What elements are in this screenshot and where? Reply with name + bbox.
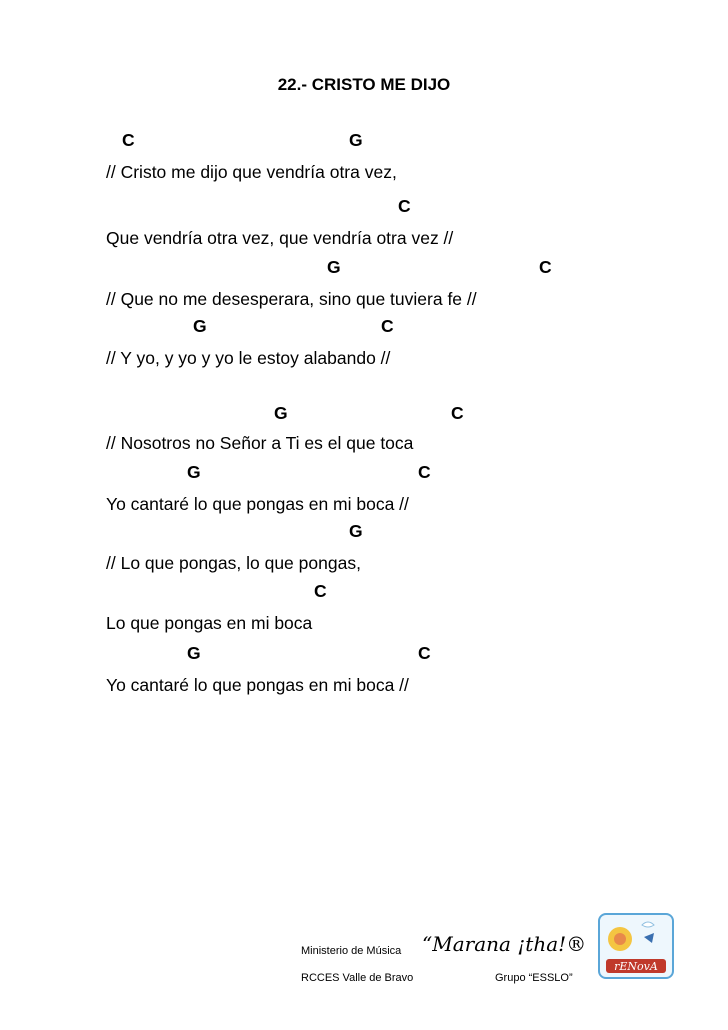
footer-group: Grupo “ESSLO”: [495, 972, 573, 984]
lyric-line: Lo que pongas en mi boca: [106, 613, 313, 633]
lyric-line: Yo cantaré lo que pongas en mi boca //: [106, 494, 409, 514]
lyric-line: // Y yo, y yo y yo le estoy alabando //: [106, 348, 391, 368]
chord: C: [381, 316, 394, 336]
chord: G: [187, 462, 201, 482]
lyric-line: Que vendría otra vez, que vendría otra vez //: [106, 228, 454, 248]
chord: C: [122, 130, 135, 150]
lyric-line: // Lo que pongas, lo que pongas,: [106, 553, 361, 573]
lyric-line: // Nosotros no Señor a Ti es el que toca: [106, 433, 414, 453]
chord: C: [539, 257, 552, 277]
lyric-line: Yo cantaré lo que pongas en mi boca //: [106, 675, 409, 695]
footer-brand: “Marana ¡tha!®: [422, 932, 587, 956]
chord: C: [418, 643, 431, 663]
svg-text:rENovA: rENovA: [614, 960, 658, 973]
chord: G: [193, 316, 207, 336]
lyric-line: // Que no me desesperara, sino que tuviera fe //: [106, 289, 477, 309]
chord: G: [349, 130, 363, 150]
lyric-line: // Cristo me dijo que vendría otra vez,: [106, 162, 397, 182]
chord: G: [349, 521, 363, 541]
chord: C: [418, 462, 431, 482]
chord: G: [187, 643, 201, 663]
chord: C: [398, 196, 411, 216]
footer-ministry: Ministerio de Música: [301, 945, 402, 957]
renova-logo-icon: [598, 913, 674, 979]
chord: G: [274, 403, 288, 423]
chord: C: [451, 403, 464, 423]
chord: C: [314, 581, 327, 601]
footer-location: RCCES Valle de Bravo: [301, 972, 414, 984]
chord: G: [327, 257, 341, 277]
page-title: 22.- CRISTO ME DIJO: [277, 75, 451, 94]
